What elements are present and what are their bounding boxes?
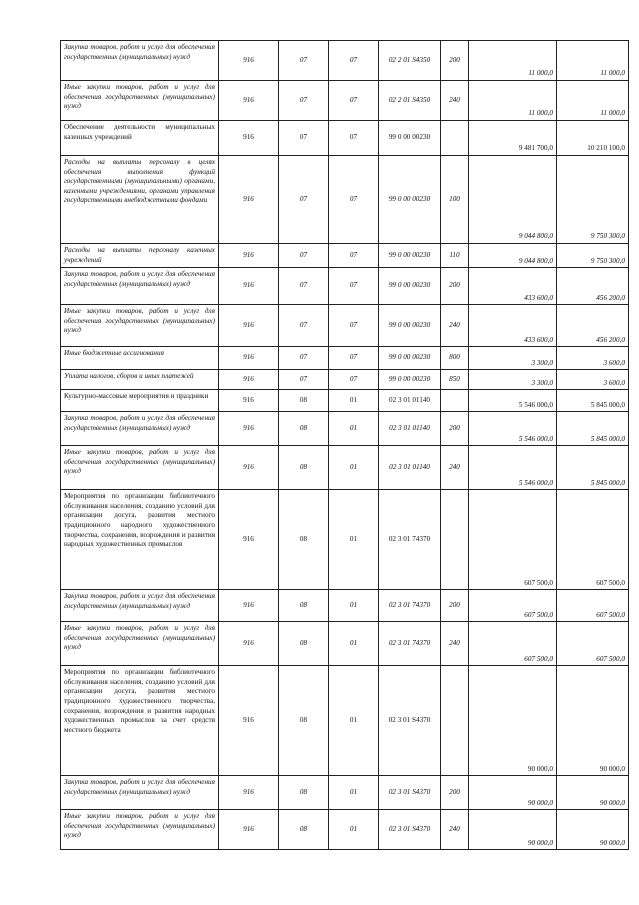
row-grbs-cell: 916: [219, 370, 279, 390]
row-name-cell: Расходы на выплаты персоналу казенных учреждений: [61, 244, 219, 268]
row-grbs-cell: 916: [219, 41, 279, 81]
row-amount-1-cell: 9 044 800,0: [469, 156, 557, 244]
table-row: [61, 156, 629, 244]
row-amount-1-cell: 9 481 700,0: [469, 121, 557, 156]
row-grbs-cell: 916: [219, 305, 279, 347]
row-amount-2-cell: 11 000,0: [557, 81, 629, 121]
row-amount-1-cell: 433 600,0: [469, 268, 557, 305]
table-body: [61, 41, 629, 850]
row-target-article-cell: 02 3 01 S4370: [379, 810, 441, 850]
row-expense-type-cell: 850: [441, 370, 469, 390]
row-subsection-cell: 07: [329, 121, 379, 156]
table-row: [61, 347, 629, 370]
row-name-cell: Иные закупки товаров, работ и услуг для обеспечения государственных (муниципальных) нужд: [61, 81, 219, 121]
row-name-cell: Закупка товаров, работ и услуг для обеспечения государственных (муниципальных) нужд: [61, 412, 219, 446]
row-amount-2-cell: 3 600,0: [557, 347, 629, 370]
row-name-cell: Обеспечение деятельности муниципальных казенных учреждений: [61, 121, 219, 156]
row-target-article-cell: 99 0 00 00230: [379, 305, 441, 347]
table-row: [61, 244, 629, 268]
row-amount-1-cell: 433 600,0: [469, 305, 557, 347]
row-section-cell: 08: [279, 666, 329, 776]
table-row: [61, 268, 629, 305]
row-amount-2-cell: 456 200,0: [557, 268, 629, 305]
row-amount-1-cell: 90 000,0: [469, 810, 557, 850]
row-target-article-cell: 99 0 00 00230: [379, 156, 441, 244]
row-grbs-cell: 916: [219, 412, 279, 446]
row-target-article-cell: 02 2 01 S4350: [379, 41, 441, 81]
row-target-article-cell: 02 3 01 S4370: [379, 666, 441, 776]
row-amount-1-cell: 9 044 800,0: [469, 244, 557, 268]
row-subsection-cell: 01: [329, 666, 379, 776]
row-amount-2-cell: 456 200,0: [557, 305, 629, 347]
row-section-cell: 07: [279, 268, 329, 305]
row-expense-type-cell: [441, 121, 469, 156]
row-name-cell: Иные закупки товаров, работ и услуг для обеспечения государственных (муниципальных) нужд: [61, 305, 219, 347]
row-amount-1-cell: 3 300,0: [469, 347, 557, 370]
row-target-article-cell: 99 0 00 00230: [379, 347, 441, 370]
row-amount-1-cell: 90 000,0: [469, 666, 557, 776]
row-name-cell: Мероприятия по организации библиотечного обслуживания населения, созданию условий для организации досуга, развития местного традиционного художественного творчества, сохранения, возрождения и развития народных художественных промыслов за счет средств местного бюджета: [61, 666, 219, 776]
row-grbs-cell: 916: [219, 590, 279, 622]
table-row: [61, 776, 629, 810]
row-amount-2-cell: 90 000,0: [557, 810, 629, 850]
row-expense-type-cell: 240: [441, 810, 469, 850]
row-amount-2-cell: 607 500,0: [557, 622, 629, 666]
row-expense-type-cell: 200: [441, 590, 469, 622]
table-row: [61, 490, 629, 590]
table-row: [61, 590, 629, 622]
row-subsection-cell: 01: [329, 810, 379, 850]
row-subsection-cell: 07: [329, 81, 379, 121]
row-section-cell: 07: [279, 244, 329, 268]
row-name-cell: Иные бюджетные ассигнования: [61, 347, 219, 370]
row-expense-type-cell: 240: [441, 446, 469, 490]
row-section-cell: 07: [279, 81, 329, 121]
row-amount-2-cell: 10 210 100,0: [557, 121, 629, 156]
row-grbs-cell: 916: [219, 666, 279, 776]
row-section-cell: 08: [279, 590, 329, 622]
table-row: [61, 305, 629, 347]
row-grbs-cell: 916: [219, 268, 279, 305]
row-subsection-cell: 01: [329, 446, 379, 490]
row-amount-2-cell: 11 000,0: [557, 41, 629, 81]
row-target-article-cell: 02 3 01 74370: [379, 590, 441, 622]
row-amount-1-cell: 90 000,0: [469, 776, 557, 810]
row-grbs-cell: 916: [219, 446, 279, 490]
table-row: [61, 81, 629, 121]
row-section-cell: 08: [279, 412, 329, 446]
row-section-cell: 08: [279, 446, 329, 490]
budget-table: [60, 40, 629, 850]
row-target-article-cell: 99 0 00 00230: [379, 268, 441, 305]
row-name-cell: Закупка товаров, работ и услуг для обеспечения государственных (муниципальных) нужд: [61, 776, 219, 810]
row-section-cell: 08: [279, 776, 329, 810]
table-row: [61, 446, 629, 490]
row-section-cell: 07: [279, 156, 329, 244]
row-amount-2-cell: 90 000,0: [557, 666, 629, 776]
row-subsection-cell: 01: [329, 490, 379, 590]
row-section-cell: 08: [279, 622, 329, 666]
row-target-article-cell: 02 2 01 S4350: [379, 81, 441, 121]
row-amount-1-cell: 607 500,0: [469, 590, 557, 622]
row-expense-type-cell: 200: [441, 268, 469, 305]
row-expense-type-cell: 100: [441, 156, 469, 244]
row-grbs-cell: 916: [219, 622, 279, 666]
row-section-cell: 08: [279, 490, 329, 590]
table-row: [61, 41, 629, 81]
row-subsection-cell: 01: [329, 776, 379, 810]
table-row: [61, 121, 629, 156]
row-amount-1-cell: 607 500,0: [469, 622, 557, 666]
row-expense-type-cell: 200: [441, 776, 469, 810]
table-row: [61, 390, 629, 412]
row-grbs-cell: 916: [219, 810, 279, 850]
table-row: [61, 810, 629, 850]
row-amount-1-cell: 5 546 000,0: [469, 390, 557, 412]
table-row: [61, 412, 629, 446]
row-name-cell: Иные закупки товаров, работ и услуг для обеспечения государственных (муниципальных) нужд: [61, 622, 219, 666]
row-grbs-cell: 916: [219, 81, 279, 121]
row-amount-2-cell: 3 600,0: [557, 370, 629, 390]
row-section-cell: 07: [279, 370, 329, 390]
row-section-cell: 07: [279, 305, 329, 347]
row-grbs-cell: 916: [219, 390, 279, 412]
row-name-cell: Иные закупки товаров, работ и услуг для обеспечения государственных (муниципальных) нужд: [61, 810, 219, 850]
row-amount-2-cell: 5 845 000,0: [557, 446, 629, 490]
row-expense-type-cell: 240: [441, 81, 469, 121]
row-amount-1-cell: 607 500,0: [469, 490, 557, 590]
row-name-cell: Закупка товаров, работ и услуг для обеспечения государственных (муниципальных) нужд: [61, 268, 219, 305]
row-subsection-cell: 01: [329, 390, 379, 412]
row-target-article-cell: 99 0 00 00230: [379, 244, 441, 268]
row-name-cell: Культурно-массовые мероприятия и праздники: [61, 390, 219, 412]
row-subsection-cell: 01: [329, 590, 379, 622]
row-subsection-cell: 07: [329, 305, 379, 347]
table-row: [61, 666, 629, 776]
row-section-cell: 08: [279, 810, 329, 850]
row-subsection-cell: 01: [329, 622, 379, 666]
row-amount-2-cell: 607 500,0: [557, 490, 629, 590]
row-grbs-cell: 916: [219, 121, 279, 156]
row-grbs-cell: 916: [219, 244, 279, 268]
row-subsection-cell: 07: [329, 41, 379, 81]
row-expense-type-cell: 110: [441, 244, 469, 268]
row-target-article-cell: 02 3 01 01140: [379, 446, 441, 490]
row-amount-1-cell: 5 546 000,0: [469, 446, 557, 490]
row-section-cell: 08: [279, 390, 329, 412]
row-target-article-cell: 02 3 01 01140: [379, 412, 441, 446]
row-section-cell: 07: [279, 347, 329, 370]
row-expense-type-cell: [441, 390, 469, 412]
row-expense-type-cell: [441, 666, 469, 776]
row-subsection-cell: 07: [329, 244, 379, 268]
table-row: [61, 622, 629, 666]
row-amount-2-cell: 90 000,0: [557, 776, 629, 810]
row-subsection-cell: 01: [329, 412, 379, 446]
row-name-cell: Закупка товаров, работ и услуг для обеспечения государственных (муниципальных) нужд: [61, 590, 219, 622]
row-expense-type-cell: 240: [441, 305, 469, 347]
table-row: [61, 370, 629, 390]
row-grbs-cell: 916: [219, 776, 279, 810]
row-amount-2-cell: 5 845 000,0: [557, 390, 629, 412]
row-expense-type-cell: 200: [441, 41, 469, 81]
row-name-cell: Расходы на выплаты персоналу в целях обеспечения выполнения функций государственными (муниципальными) органами, казенными учреждениями, органами управления государственными внебюджетными фондами: [61, 156, 219, 244]
row-subsection-cell: 07: [329, 156, 379, 244]
row-target-article-cell: 99 0 00 00230: [379, 121, 441, 156]
row-name-cell: Закупка товаров, работ и услуг для обеспечения государственных (муниципальных) нужд: [61, 41, 219, 81]
row-grbs-cell: 916: [219, 490, 279, 590]
row-name-cell: Уплата налогов, сборов и иных платежей: [61, 370, 219, 390]
row-grbs-cell: 916: [219, 156, 279, 244]
row-section-cell: 07: [279, 121, 329, 156]
row-section-cell: 07: [279, 41, 329, 81]
row-name-cell: Иные закупки товаров, работ и услуг для обеспечения государственных (муниципальных) нужд: [61, 446, 219, 490]
row-amount-1-cell: 3 300,0: [469, 370, 557, 390]
row-target-article-cell: 02 3 01 74370: [379, 622, 441, 666]
row-amount-1-cell: 11 000,0: [469, 81, 557, 121]
row-amount-2-cell: 607 500,0: [557, 590, 629, 622]
row-expense-type-cell: 240: [441, 622, 469, 666]
row-subsection-cell: 07: [329, 370, 379, 390]
row-expense-type-cell: 200: [441, 412, 469, 446]
row-amount-2-cell: 9 750 300,0: [557, 244, 629, 268]
row-target-article-cell: 02 3 01 74370: [379, 490, 441, 590]
row-amount-2-cell: 5 845 000,0: [557, 412, 629, 446]
row-subsection-cell: 07: [329, 268, 379, 305]
row-amount-2-cell: 9 750 300,0: [557, 156, 629, 244]
row-amount-1-cell: 11 000,0: [469, 41, 557, 81]
row-name-cell: Мероприятия по организации библиотечного обслуживания населения, созданию условий для организации досуга, развития местного традиционного народного художественного творчества, сохранения, возрождения и развития народных художественных промыслов: [61, 490, 219, 590]
row-target-article-cell: 02 3 01 01140: [379, 390, 441, 412]
row-target-article-cell: 02 3 01 S4370: [379, 776, 441, 810]
row-amount-1-cell: 5 546 000,0: [469, 412, 557, 446]
row-expense-type-cell: 800: [441, 347, 469, 370]
row-grbs-cell: 916: [219, 347, 279, 370]
row-target-article-cell: 99 0 00 00230: [379, 370, 441, 390]
row-subsection-cell: 07: [329, 347, 379, 370]
row-expense-type-cell: [441, 490, 469, 590]
